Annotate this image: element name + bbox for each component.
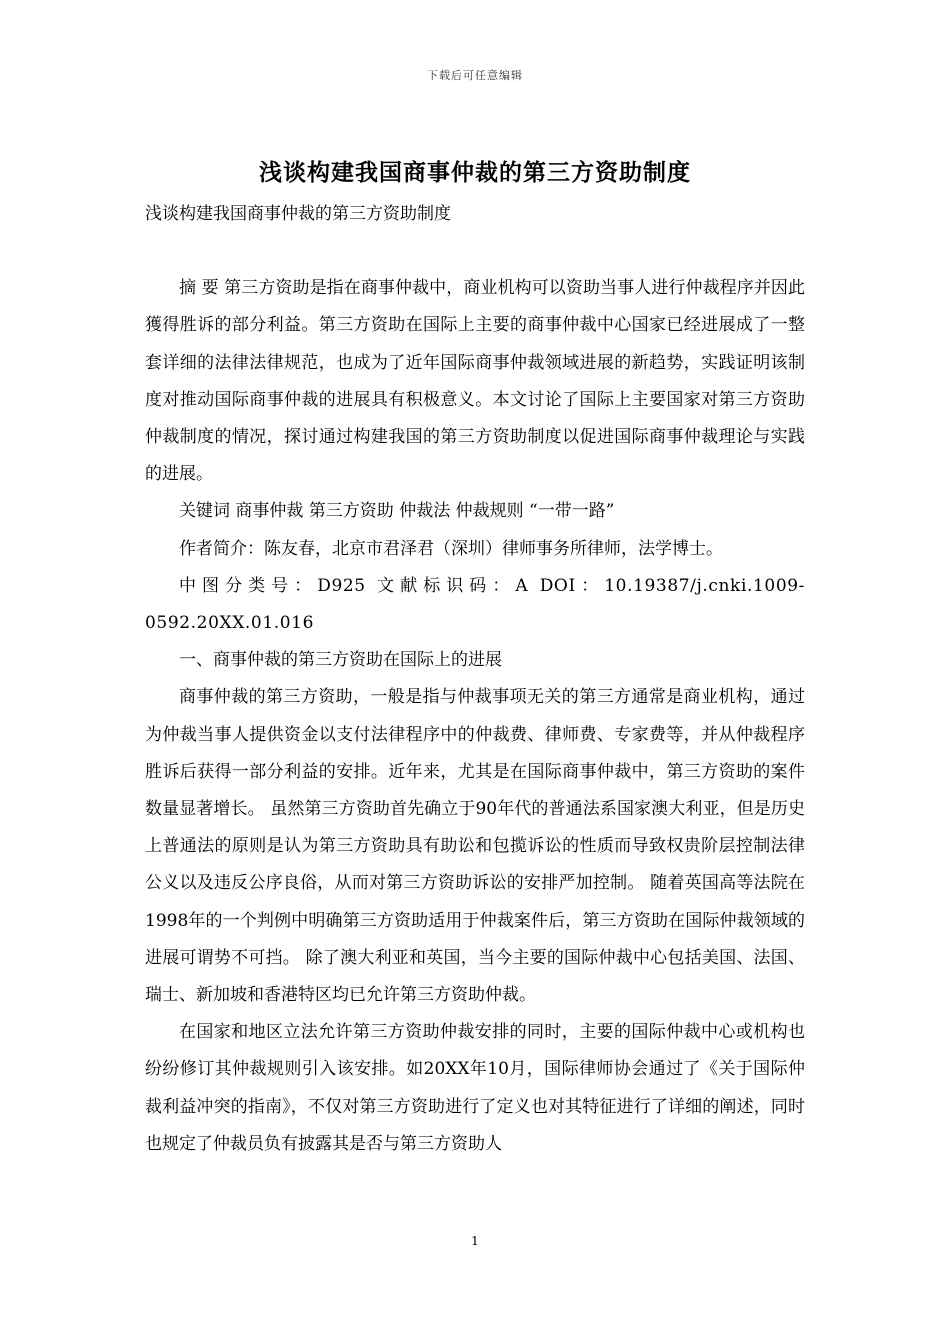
keywords-line: 关键词 商事仲裁 第三方资助 仲裁法 仲裁规则 “一带一路” bbox=[179, 501, 615, 522]
classification-line: 中图分类号：D925 文献标识码：A DOI：10.19387/j.cnki.1009-0592.20XX.01.016 bbox=[145, 575, 805, 634]
author-line: 作者简介：陈友春，北京市君泽君（深圳）律师事务所律师，法学博士。 bbox=[179, 538, 723, 559]
page-title: 浅谈构建我国商事仲裁的第三方资助制度 bbox=[259, 159, 691, 186]
page-number: 1 bbox=[471, 1234, 479, 1248]
subtitle: 浅谈构建我国商事仲裁的第三方资助制度 bbox=[145, 204, 451, 224]
abstract-paragraph: 摘 要 第三方资助是指在商事仲裁中，商业机构可以资助当事人进行仲裁程序并因此獲得胜诉的部分利益。第三方资助在国际上主要的商事仲裁中心国家已经进展成了一整套详细的法律法律规范，也成为了近年国际商事仲裁领域进展的新趋势，实践证明该制度对推动国际商事仲裁的进展具有积极意义。本文讨论了国际上主要国家对第三方资助仲裁制度的情况，探讨通过构建我国的第三方资助制度以促进国际商事仲裁理论与实践的进展。 bbox=[145, 278, 805, 485]
body-paragraph: 商事仲裁的第三方资助，一般是指与仲裁事项无关的第三方通常是商业机构，通过为仲裁当事人提供资金以支付法律程序中的仲裁费、律师费、专家费等，并从仲裁程序胜诉后获得一部分利益的安排。近年来，尤其是在国际商事仲裁中，第三方资助的案件数量显著增长。 虽然第三方资助首先确立于90年代的普通法系国家澳大利亚，但是历史上普通法的原则是认为第三方资助具有助讼和包揽诉讼的性质而导致权贵阶层控制法律公义以及违反公序良俗，从而对第三方资助诉讼的安排严加控制。 随着英国高等法院在1998年的一个判例中明确第三方资助适用于仲裁案件后，第三方资助在国际仲裁领域的进展可谓势不可挡。 除了澳大利亚和英国，当今主要的国际仲裁中心包括美国、法国、瑞士、新加坡和香港特区均已允许第三方资助仲裁。 bbox=[145, 687, 805, 1006]
header-note: 下载后可任意编辑 bbox=[427, 69, 523, 82]
blank-line bbox=[145, 233, 805, 270]
section-heading: 一、商事仲裁的第三方资助在国际上的进展 bbox=[179, 650, 502, 671]
document-body bbox=[145, 196, 805, 1163]
body-paragraph: 在国家和地区立法允许第三方资助仲裁安排的同时，主要的国际仲裁中心或机构也纷纷修订其仲裁规则引入该安排。如20XX年10月，国际律师协会通过了《关于国际仲裁利益冲突的指南》，不仅对第三方资助进行了定义也对其特征进行了详细的阐述，同时也规定了仲裁员负有披露其是否与第三方资助人 bbox=[145, 1022, 805, 1154]
